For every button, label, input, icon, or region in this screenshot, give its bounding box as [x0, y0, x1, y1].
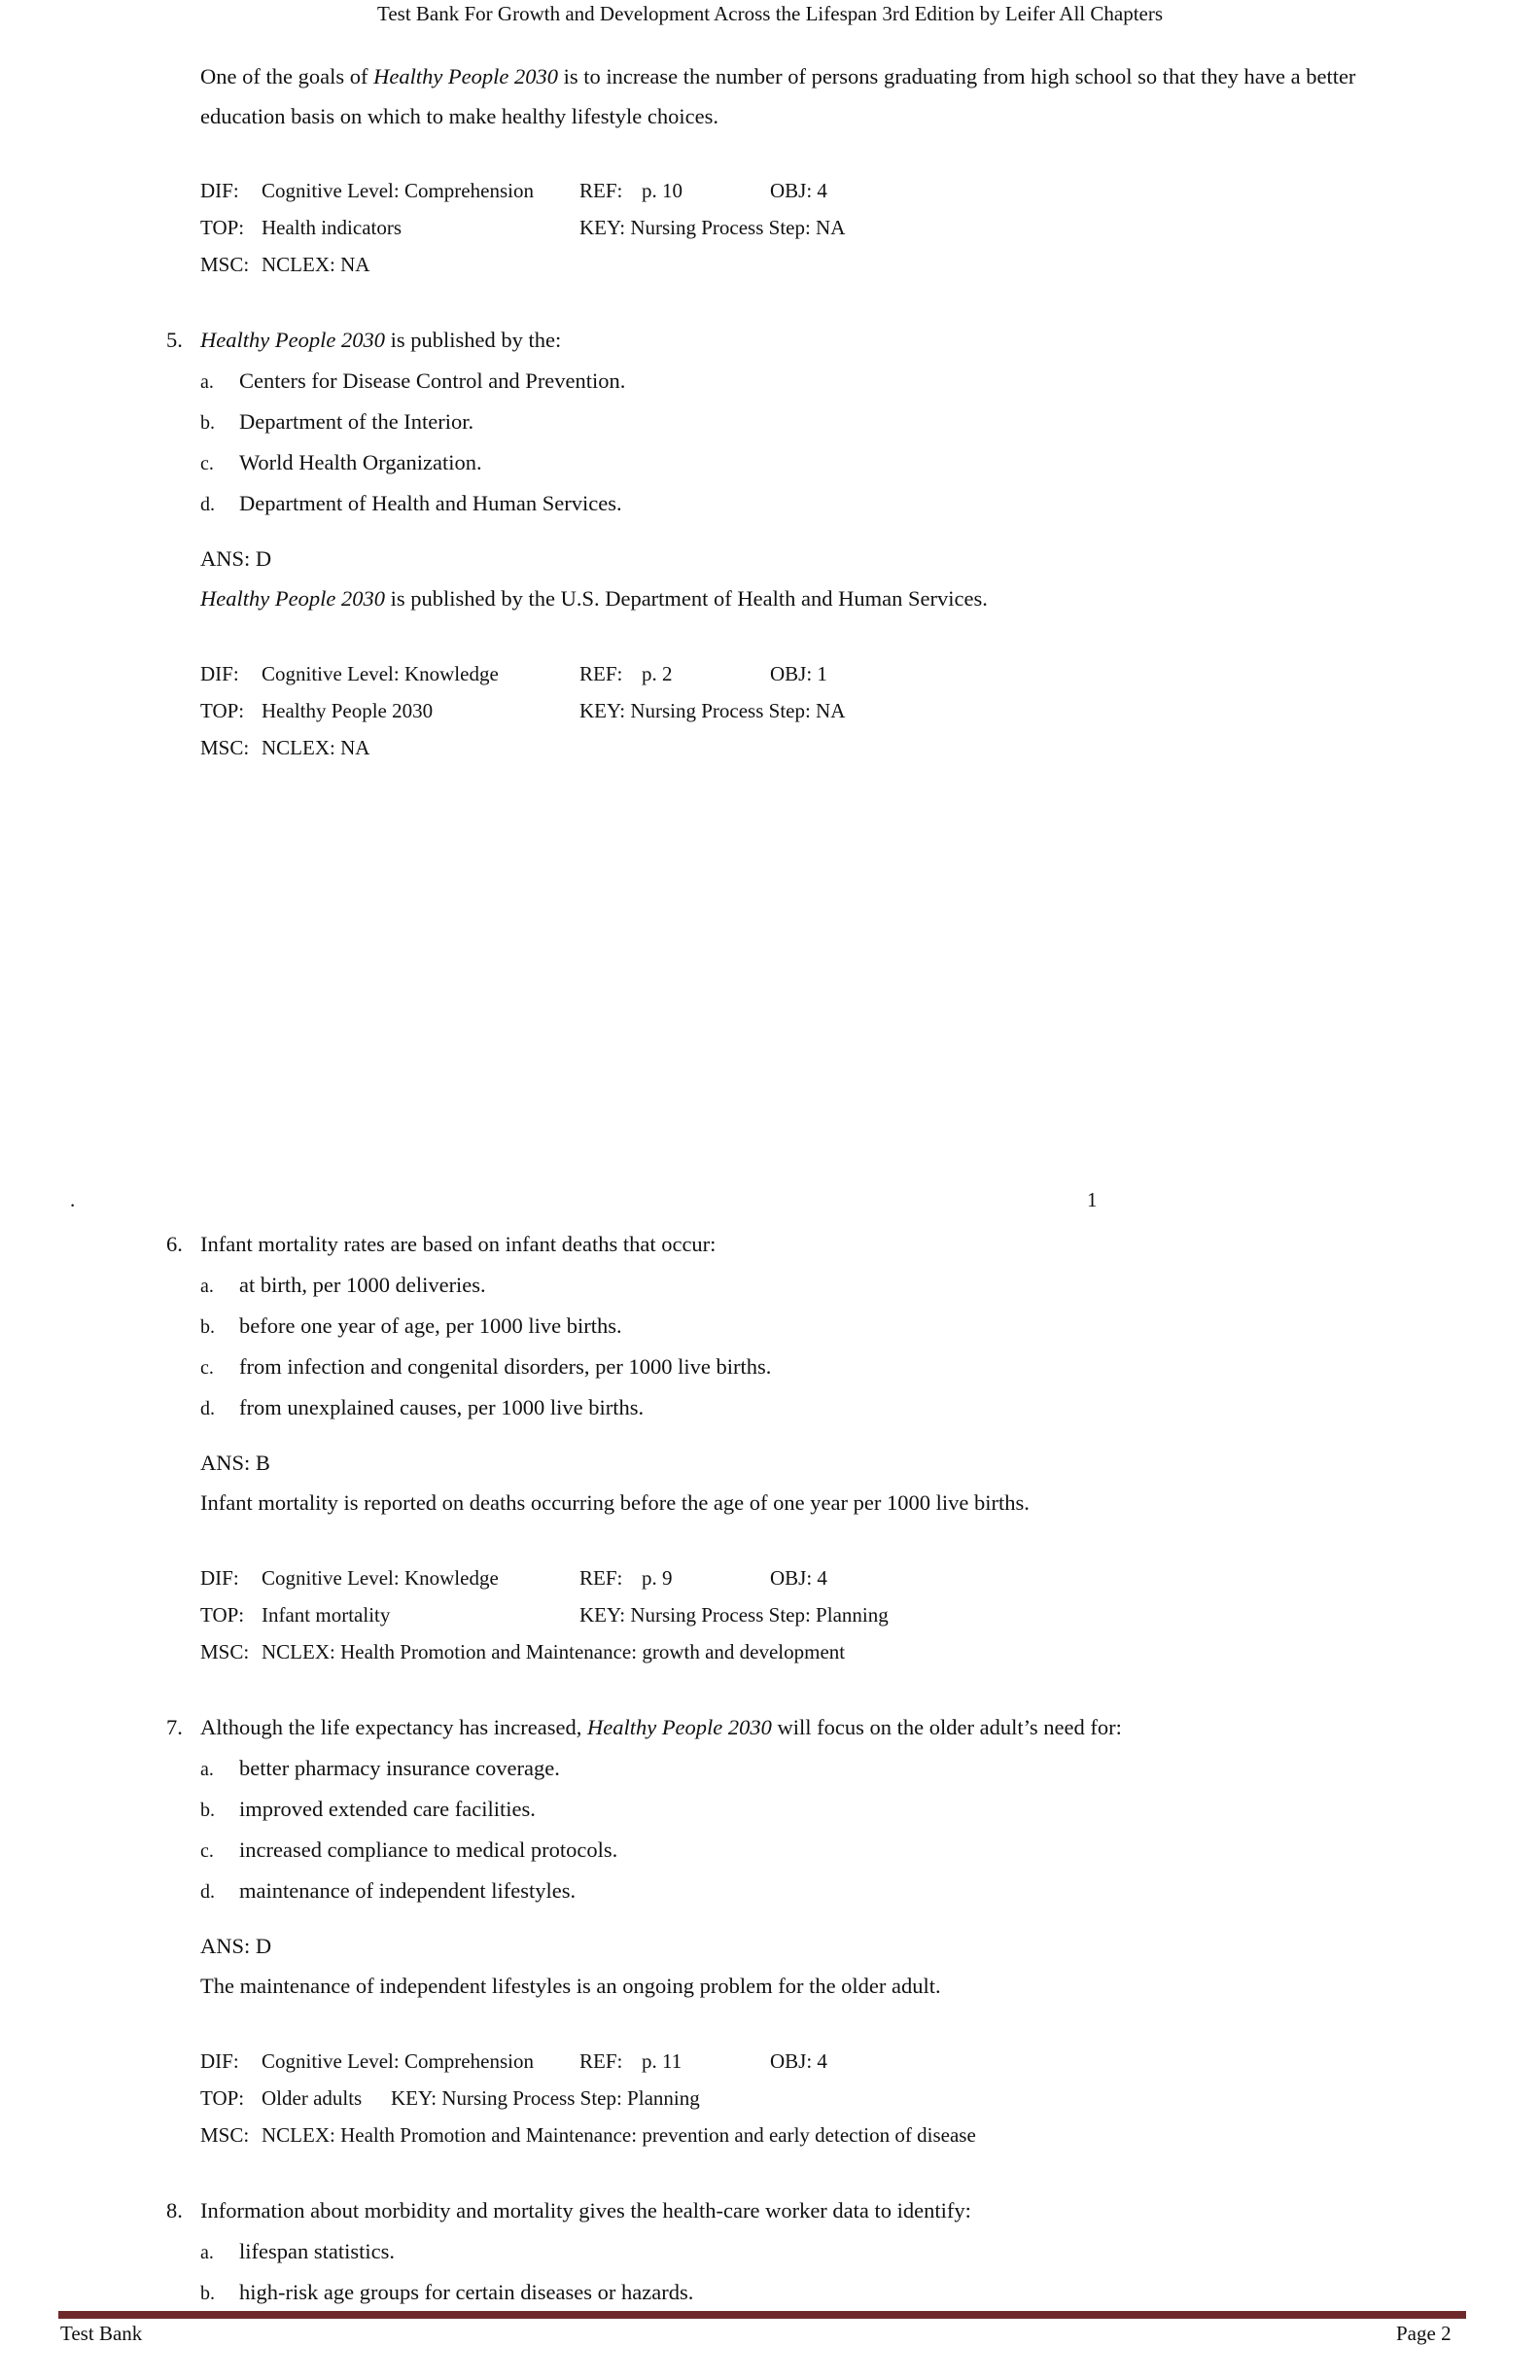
question-5-stem: Healthy People 2030 is published by the: — [200, 328, 562, 352]
page-marker: 1 — [1087, 1188, 1098, 1211]
meta-dif-value: Cognitive Level: Knowledge — [262, 662, 499, 685]
question-7-answer: ANS: D — [200, 1934, 272, 1958]
question-7-stem: Although the life expectancy has increased, Healthy People 2030 will focus on the older adult’s need for: — [200, 1715, 1122, 1739]
footer-left: Test Bank — [60, 2322, 143, 2345]
stray-dot: . — [70, 1188, 76, 1211]
meta-top-label: TOP: — [200, 216, 245, 239]
question-5-rationale: Healthy People 2030 is published by the U.S. Department of Health and Human Services. — [200, 586, 988, 611]
meta-ref-label: REF: — [579, 662, 623, 685]
meta-msc-label: MSC: — [200, 253, 250, 276]
meta-dif-value: Cognitive Level: Knowledge — [262, 1566, 499, 1590]
meta-msc-label: MSC: — [200, 1640, 250, 1663]
question-7-option-d: d. maintenance of independent lifestyles. — [200, 1878, 577, 1903]
meta-top-label: TOP: — [200, 1603, 245, 1627]
meta-obj: OBJ: 4 — [770, 2049, 827, 2073]
meta-dif-value: Cognitive Level: Comprehension — [262, 2049, 534, 2073]
question-7-option-c: c. increased compliance to medical protocols. — [200, 1838, 618, 1862]
meta-ref-label: REF: — [579, 1566, 623, 1590]
meta-dif-label: DIF: — [200, 179, 239, 202]
meta-top-value: Infant mortality — [262, 1603, 391, 1627]
question-7-option-b: b. improved extended care facilities. — [200, 1797, 536, 1821]
question-5-number: 5. — [166, 328, 183, 352]
question-5-option-a: a. Centers for Disease Control and Prevention. — [200, 368, 626, 393]
meta-obj: OBJ: 4 — [770, 179, 827, 202]
question-8-stem: Information about morbidity and mortality gives the health-care worker data to identify: — [200, 2198, 971, 2222]
meta-key: KEY: Nursing Process Step: Planning — [579, 1603, 889, 1627]
footer-rule — [58, 2311, 1466, 2319]
question-5-option-d: d. Department of Health and Human Services. — [200, 491, 622, 515]
meta-dif-label: DIF: — [200, 662, 239, 685]
question-5-option-c: c. World Health Organization. — [200, 450, 482, 474]
question-7-number: 7. — [166, 1715, 183, 1739]
meta-key: KEY: Nursing Process Step: NA — [579, 216, 846, 239]
intro-line-2: education basis on which to make healthy lifestyle choices. — [200, 104, 718, 128]
meta-ref-value: p. 9 — [642, 1566, 673, 1590]
meta-ref-value: p. 10 — [642, 179, 682, 202]
meta-msc-label: MSC: — [200, 2123, 250, 2147]
question-8-number: 8. — [166, 2198, 183, 2222]
meta-top-value: Older adults — [262, 2086, 363, 2110]
question-6-option-c: c. from infection and congenital disorders, per 1000 live births. — [200, 1354, 772, 1379]
question-5-option-b: b. Department of the Interior. — [200, 409, 474, 434]
question-6-answer: ANS: B — [200, 1451, 270, 1475]
question-6-number: 6. — [166, 1232, 183, 1256]
meta-obj: OBJ: 4 — [770, 1566, 827, 1590]
question-6-stem: Infant mortality rates are based on infant deaths that occur: — [200, 1232, 717, 1256]
meta-dif-label: DIF: — [200, 1566, 239, 1590]
question-6-option-b: b. before one year of age, per 1000 live births. — [200, 1313, 622, 1338]
meta-dif-label: DIF: — [200, 2049, 239, 2073]
question-8-option-a: a. lifespan statistics. — [200, 2239, 395, 2263]
question-6-option-a: a. at birth, per 1000 deliveries. — [200, 1273, 486, 1297]
intro-line-1: One of the goals of Healthy People 2030 is to increase the number of persons graduating from high school so that they have a better — [200, 64, 1356, 88]
question-7-option-a: a. better pharmacy insurance coverage. — [200, 1756, 560, 1780]
question-5-answer: ANS: D — [200, 546, 272, 571]
meta-top-label: TOP: — [200, 2086, 245, 2110]
meta-ref-value: p. 11 — [642, 2049, 682, 2073]
footer-page-number: Page 2 — [1396, 2322, 1452, 2345]
meta-key: KEY: Nursing Process Step: NA — [579, 699, 846, 722]
meta-top-label: TOP: — [200, 699, 245, 722]
meta-top-value: Health indicators — [262, 216, 402, 239]
meta-msc-value: NCLEX: NA — [262, 736, 370, 759]
meta-ref-label: REF: — [579, 179, 623, 202]
meta-ref-label: REF: — [579, 2049, 623, 2073]
meta-dif-value: Cognitive Level: Comprehension — [262, 179, 534, 202]
meta-msc-label: MSC: — [200, 736, 250, 759]
meta-top-value: Healthy People 2030 — [262, 699, 434, 722]
meta-msc-value: NCLEX: Health Promotion and Maintenance: prevention and early detection of disease — [262, 2123, 976, 2147]
question-6-option-d: d. from unexplained causes, per 1000 live births. — [200, 1395, 645, 1419]
meta-msc-value: NCLEX: NA — [262, 253, 370, 276]
meta-obj: OBJ: 1 — [770, 662, 827, 685]
question-6-rationale: Infant mortality is reported on deaths occurring before the age of one year per 1000 live births. — [200, 1490, 1030, 1515]
question-8-option-b: b. high-risk age groups for certain diseases or hazards. — [200, 2280, 694, 2304]
running-header: Test Bank For Growth and Development Across the Lifespan 3rd Edition by Leifer All Chapters — [376, 2, 1164, 25]
meta-msc-value: NCLEX: Health Promotion and Maintenance: growth and development — [262, 1640, 846, 1663]
question-7-rationale: The maintenance of independent lifestyles is an ongoing problem for the older adult. — [200, 1974, 941, 1998]
meta-ref-value: p. 2 — [642, 662, 673, 685]
meta-key: KEY: Nursing Process Step: Planning — [391, 2086, 700, 2110]
